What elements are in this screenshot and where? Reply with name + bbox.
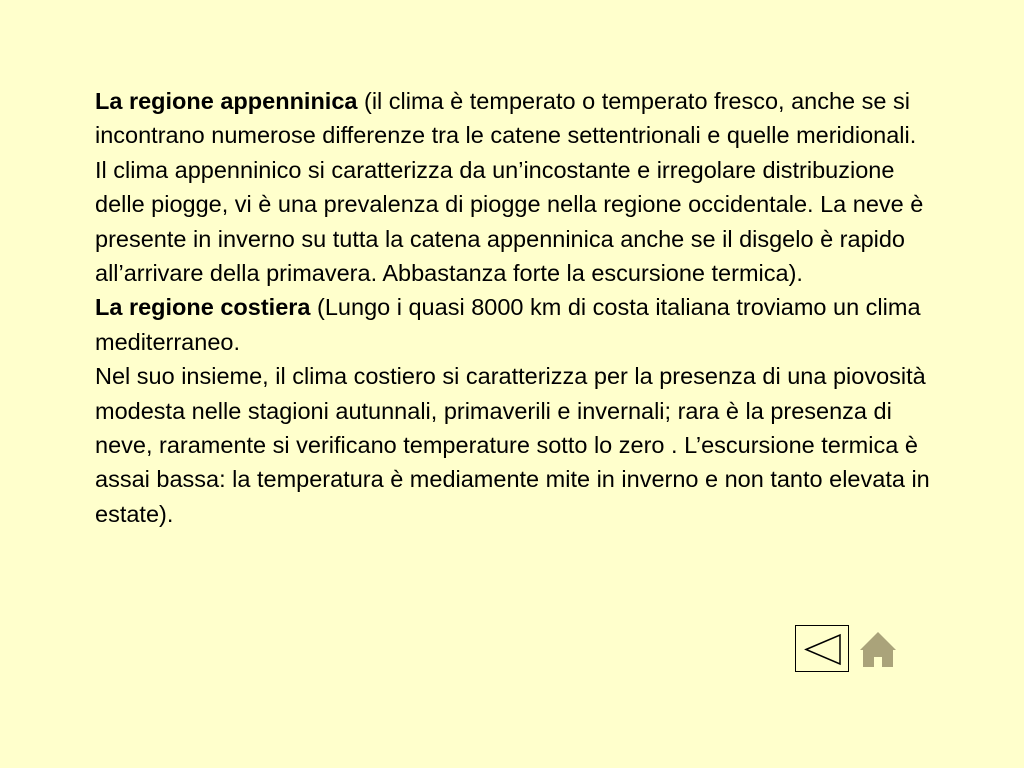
heading-coastal: La regione costiera — [95, 294, 311, 321]
triangle-left-icon — [796, 626, 850, 673]
paragraph-coastal — [95, 290, 945, 359]
back-button[interactable] — [795, 625, 849, 672]
house-icon — [858, 630, 898, 670]
paragraph-coastal-climate: Nel suo insieme, il clima costiero si caratterizza per la presenza di una piovosità modesta nelle stagioni autunnali, primaverili e invernali; rara è la presenza di neve, raramente si verificano temperature sotto lo zero . L’escursione termica è assai bassa: la temperatura è mediamente mite in inverno e non tanto elevata in estate). — [95, 363, 930, 527]
slide-body — [95, 84, 945, 531]
text-appennine-intro: (il clima è temperato o temperato fresco, anche se si incontrano numerose differenze tra le catene settentrionali e quelle meridionali. — [95, 88, 917, 149]
heading-appennine: La regione appenninica — [95, 88, 358, 114]
paragraph-appennine-climate: Il clima appenninico si caratterizza da un’incostante e irregolare distribuzione delle piogge, vi è una prevalenza di piogge nella regione occidentale. La neve è presente in inverno su tutta la catena appenninica anche se il disgelo è rapido all’arrivare della primavera. Abbastanza forte la escursione termica). — [95, 156, 924, 287]
home-button[interactable] — [858, 630, 898, 670]
text-coastal-intro: (Lungo i quasi 8000 km di costa italiana troviamo un clima mediterraneo. — [95, 294, 921, 355]
paragraph-appennine — [95, 84, 945, 153]
